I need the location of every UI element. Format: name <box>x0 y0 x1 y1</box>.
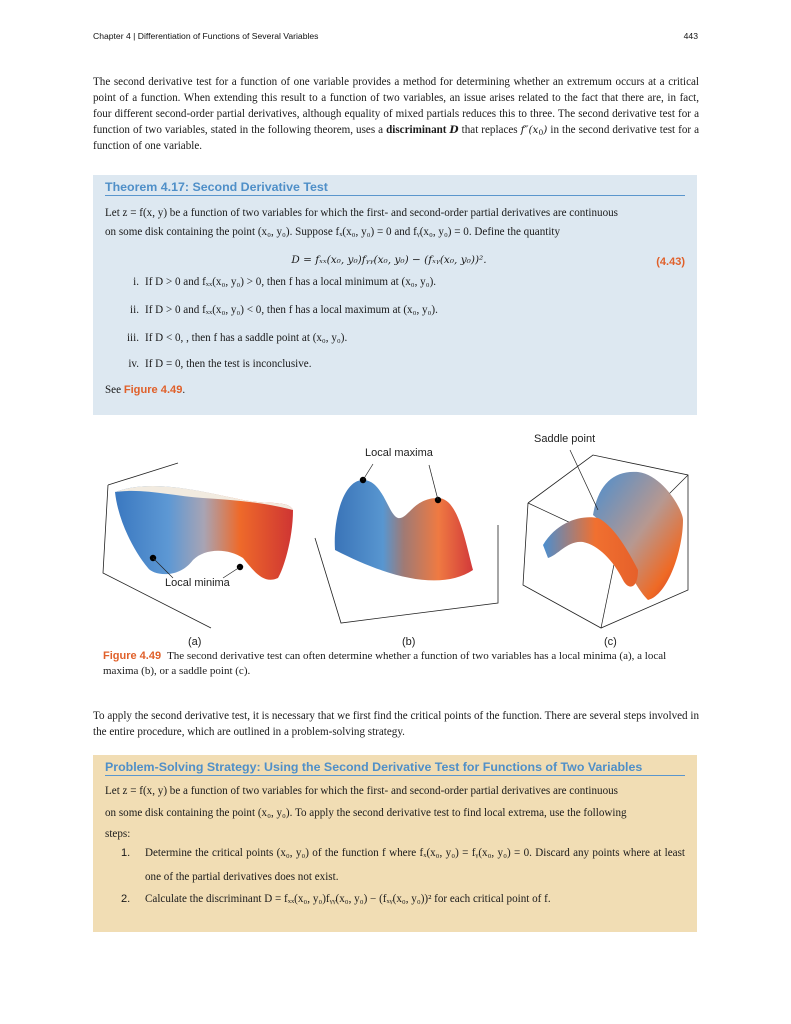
theorem-item-iii: iii. If D < 0, , then f has a saddle point at (x₀, y₀). <box>126 332 348 344</box>
theorem-item-ii: ii. If D > 0 and fₓₓ(x₀, y₀) < 0, then f has a local maximum at (x₀, y₀). <box>130 304 438 316</box>
equation-4-43: D = fₓₓ(x₀, y₀)fᵧᵧ(x₀, y₀) − (fₓᵧ(x₀, y₀))². <box>291 254 487 266</box>
intro-text-3: in the second derivative test for a function of one variable. <box>93 124 700 152</box>
figure-caption <box>103 649 693 679</box>
equation-number: (4.43) <box>656 256 685 268</box>
panel-label-c: (c) <box>604 636 617 648</box>
label-local-maxima: Local maxima <box>365 447 433 459</box>
theorem-title: Theorem 4.17: Second Derivative Test <box>105 180 685 196</box>
label-local-minima: Local minima <box>165 577 230 589</box>
intro-paragraph <box>93 74 699 154</box>
theorem-line-1: Let z = f(x, y) be a function of two variables for which the first- and second-order partial derivatives are continuous <box>105 207 618 219</box>
page-number: 443 <box>683 31 698 41</box>
intro-text: The second derivative test for a function of one variable provides a method for determining whether an extremum occurs at a critical point of a function. When extending this result to a function of two variables, an issue arises related to the fact that there are, in fact, four different second-order partial derivatives, although equality of mixed partials reduces this to three. The second derivative test for a function of two variables, stated in the following theorem, uses a <box>93 76 699 136</box>
chapter-title: Chapter 4 | Differentiation of Functions of Several Variables <box>93 31 319 41</box>
theorem-line-2: on some disk containing the point (x₀, y₀). Suppose fₓ(x₀, y₀) = 0 and fᵧ(x₀, y₀) = 0. Define the quantity <box>105 226 561 238</box>
figure-4-49 <box>93 430 703 650</box>
see-figure: See Figure 4.49. <box>105 384 186 396</box>
strategy-box <box>93 755 697 932</box>
strategy-line-1: Let z = f(x, y) be a function of two variables for which the first- and second-order partial derivatives are continuous <box>105 785 618 797</box>
theorem-box <box>93 175 697 415</box>
label-saddle-point: Saddle point <box>534 433 596 445</box>
term-discriminant: discriminant <box>386 124 447 136</box>
theorem-item-i: i. If D > 0 and fₓₓ(x₀, y₀) > 0, then f has a local minimum at (x₀, y₀). <box>133 276 437 288</box>
surface-plots <box>93 430 703 650</box>
intro-text-2: that replaces <box>461 124 518 136</box>
panel-b-local-maxima <box>315 464 498 623</box>
strategy-title: Problem-Solving Strategy: Using the Second Derivative Test for Functions of Two Variables <box>105 760 685 776</box>
strategy-line-3: steps: <box>105 828 131 840</box>
strategy-step-1: 1. Determine the critical points (x₀, y₀) of the function f where fₓ(x₀, y₀) = fᵧ(x₀, y₀) = 0. Discard any points where at least one of the partial derivatives does not exist. <box>121 847 685 883</box>
caption-text: The second derivative test can often determine whether a function of two variables has a local minima (a), a local maxima (b), or a saddle point (c). <box>103 650 667 677</box>
caption-figure-number: Figure 4.49 <box>103 650 162 662</box>
panel-a-local-minima <box>103 463 293 628</box>
page-header <box>93 31 698 41</box>
math-f-double-prime: $f''(x_0)$ <box>520 124 548 137</box>
panel-label-b: (b) <box>402 636 416 648</box>
strategy-step-2: 2. Calculate the discriminant D = fₓₓ(x₀, y₀)fᵧᵧ(x₀, y₀) − (fₓᵧ(x₀, y₀))² for each critical point of f. <box>121 893 551 905</box>
panel-c-saddle-point <box>523 450 688 628</box>
symbol-d: D <box>449 124 459 136</box>
strategy-line-2: on some disk containing the point (x₀, y₀). To apply the second derivative test to find local extrema, use the following <box>105 807 627 819</box>
middle-paragraph: To apply the second derivative test, it is necessary that we first find the critical points of the function. There are several steps involved in the entire procedure, which are outlined in a problem-solving strategy. <box>93 710 699 738</box>
theorem-item-iv: iv. If D = 0, then the test is inconclusive. <box>128 358 312 370</box>
figure-4-49-link[interactable]: Figure 4.49 <box>123 384 183 396</box>
panel-label-a: (a) <box>188 636 202 648</box>
